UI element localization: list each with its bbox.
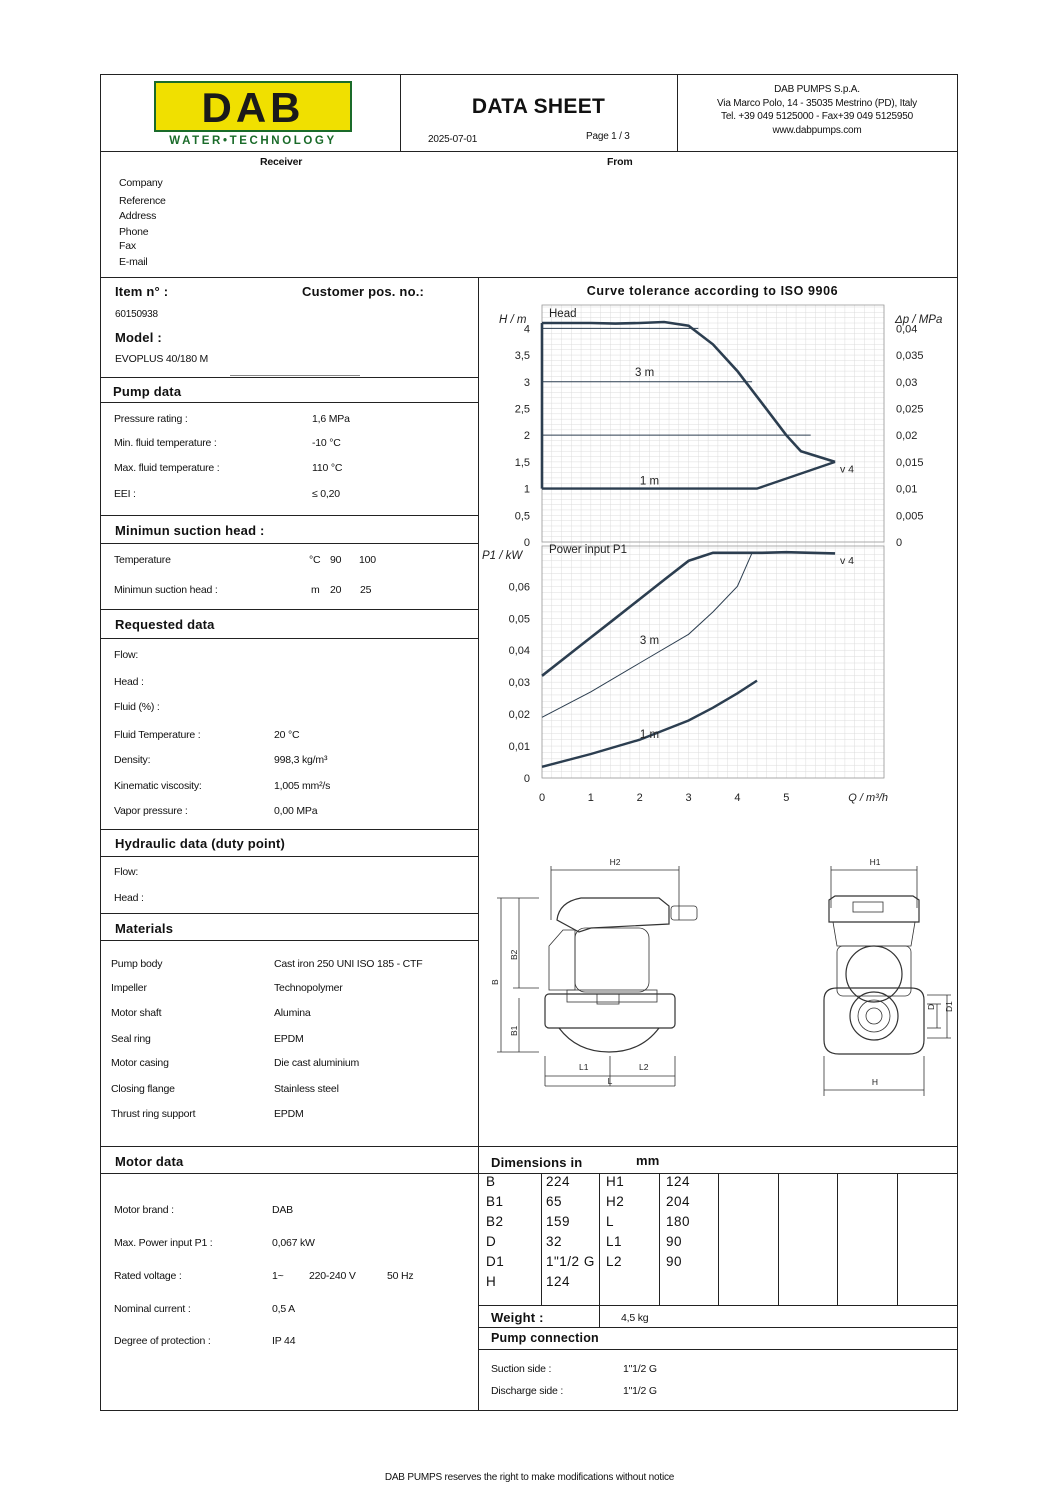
y2-tick-label: 0,005 — [896, 510, 924, 523]
hydraulic-flow: Flow: — [114, 866, 139, 878]
material-value: Stainless steel — [274, 1083, 339, 1095]
dim-label-h2: H2 — [609, 857, 621, 867]
power-panel-border — [542, 546, 884, 778]
footer-note: DAB PUMPS reserves the right to make modifications without notice — [384, 1472, 675, 1483]
frame-top — [100, 74, 958, 75]
pump-front-view — [824, 866, 951, 1096]
fax-field: Fax — [119, 240, 136, 252]
fluid-temp-label: Fluid Temperature : — [114, 729, 201, 741]
phone-field: Phone — [119, 226, 149, 238]
dim-value: 90 — [666, 1234, 683, 1249]
dim-key: L1 — [606, 1234, 623, 1249]
dim-label-h1: H1 — [869, 857, 881, 867]
materials-title: Materials — [115, 921, 174, 936]
dim-key: B1 — [486, 1194, 504, 1209]
motor-brand-value: DAB — [272, 1204, 293, 1216]
model-label: Model : — [115, 330, 162, 345]
min-temp-value: -10 °C — [312, 437, 341, 449]
y-tick-label: 0,06 — [508, 581, 530, 594]
dim-key: B — [486, 1174, 496, 1189]
y2-tick-label: 0,03 — [896, 376, 918, 389]
head-panel-border — [542, 305, 884, 542]
material-label: Pump body — [111, 958, 163, 970]
dim-value: 124 — [666, 1174, 691, 1189]
head-series-label: 1 m — [639, 475, 660, 488]
pressure-value: 1,6 MPa — [312, 413, 350, 425]
dim-value: 224 — [546, 1174, 571, 1189]
material-label: Closing flange — [111, 1083, 175, 1095]
y-tick-label: 2,5 — [514, 403, 530, 416]
receiver-label: Receiver — [260, 156, 303, 168]
divider — [100, 515, 478, 516]
vapor-label: Vapor pressure : — [114, 805, 188, 817]
col-line — [778, 1173, 779, 1305]
hydraulic-head: Head : — [114, 892, 144, 904]
min-temp-label: Min. fluid temperature : — [114, 437, 217, 449]
col-line — [837, 1173, 838, 1305]
dim-label-l2: L2 — [639, 1062, 649, 1072]
suction-title: Minimun suction head : — [115, 523, 265, 538]
y-tick-label: 0 — [523, 537, 530, 549]
discharge-side-value: 1"1/2 G — [623, 1385, 657, 1397]
dim-value: 1"1/2 G — [546, 1254, 595, 1269]
dim-label-d1: D1 — [944, 1001, 954, 1012]
divider — [100, 402, 478, 403]
divider — [100, 638, 478, 639]
connection-title: Pump connection — [491, 1331, 599, 1345]
y2-tick-label: 0,01 — [896, 483, 918, 496]
head-series-label: 3 m — [635, 366, 655, 379]
company-web[interactable]: www.dabpumps.com — [772, 124, 862, 136]
power-series-label: 1 m — [639, 729, 660, 742]
voltage-phase: 1~ — [272, 1270, 284, 1282]
discharge-side-label: Discharge side : — [491, 1385, 564, 1397]
dim-key: L — [606, 1214, 615, 1229]
voltage-label: Rated voltage : — [114, 1270, 182, 1282]
voltage-value: 220-240 V — [309, 1270, 356, 1282]
y2-tick-label: 0 — [896, 537, 903, 549]
y-tick-label: 0,05 — [508, 613, 530, 626]
dim-value: 90 — [666, 1254, 683, 1269]
dab-logo — [154, 81, 352, 147]
y2-tick-label: 0,02 — [896, 430, 918, 443]
voltage-frequency: 50 Hz — [387, 1270, 414, 1282]
y-tick-label: 0 — [523, 773, 530, 785]
dim-value: 32 — [546, 1234, 563, 1249]
date: 2025-07-01 — [428, 134, 478, 145]
requested-fluid: Fluid (%) : — [114, 701, 160, 713]
material-label: Thrust ring support — [111, 1108, 196, 1120]
chart-title: Curve tolerance according to ISO 9906 — [586, 284, 839, 298]
power-label: Max. Power input P1 : — [114, 1237, 213, 1249]
divider — [100, 609, 478, 610]
dim-label-h: H — [871, 1077, 879, 1087]
dim-key: H2 — [606, 1194, 625, 1209]
divider — [100, 151, 958, 152]
weight-value: 4,5 kg — [621, 1312, 649, 1324]
dim-key: B2 — [486, 1214, 504, 1229]
y2-axis-label: Δp / MPa — [895, 314, 943, 326]
divider — [100, 1173, 958, 1174]
y2-tick-label: 0,035 — [896, 350, 924, 363]
material-value: Die cast aluminium — [274, 1057, 360, 1069]
density-value: 998,3 kg/m³ — [274, 754, 328, 766]
frame-right — [957, 74, 958, 1411]
dim-value: 180 — [666, 1214, 691, 1229]
protection-label: Degree of protection : — [114, 1335, 211, 1347]
col-line — [718, 1173, 719, 1305]
frame-left — [100, 74, 101, 1411]
eei-value: ≤ 0,20 — [312, 488, 340, 500]
suction-temp-unit: °C — [309, 554, 321, 566]
item-number: 60150938 — [115, 309, 158, 320]
customer-pos-label: Customer pos. no.: — [302, 284, 425, 299]
page-number: Page 1 / 3 — [586, 131, 630, 142]
x-axis-label: Q / m³/h — [848, 792, 888, 804]
y-tick-label: 2 — [523, 430, 530, 443]
address-field: Address — [119, 210, 157, 222]
y-tick-label: 0,02 — [508, 709, 530, 722]
fluid-temp-value: 20 °C — [274, 729, 300, 741]
x-tick-label: 5 — [783, 792, 790, 804]
suction-temp-v1: 90 — [330, 554, 342, 566]
suction-head-label: Minimun suction head : — [114, 584, 218, 596]
dim-value: 159 — [546, 1214, 571, 1229]
material-label: Motor shaft — [111, 1007, 162, 1019]
col-line — [599, 1305, 600, 1327]
dim-label-d: D — [926, 1003, 936, 1010]
protection-value: IP 44 — [272, 1335, 296, 1347]
material-value: Alumina — [274, 1007, 311, 1019]
dim-key: D — [486, 1234, 497, 1249]
motor-title: Motor data — [115, 1154, 184, 1169]
y2-tick-label: 0,015 — [896, 456, 924, 469]
requested-head: Head : — [114, 676, 144, 688]
y-tick-label: 1 — [523, 483, 530, 496]
dim-label-b2: B2 — [509, 949, 519, 960]
dim-label-b1: B1 — [509, 1025, 519, 1036]
weight-label: Weight : — [491, 1310, 544, 1325]
underline — [230, 375, 360, 376]
y-tick-label: 0,04 — [508, 645, 530, 658]
y-tick-label: 4 — [523, 323, 530, 336]
divider — [100, 913, 478, 914]
dab-logo-icon — [154, 81, 352, 147]
col-line — [659, 1173, 660, 1305]
viscosity-label: Kinematic viscosity: — [114, 780, 202, 792]
y-axis-label: H / m — [499, 314, 527, 326]
company-field: Company — [119, 177, 163, 189]
dim-key: H1 — [606, 1174, 625, 1189]
y-tick-label: 0,5 — [514, 510, 530, 523]
frame-bottom — [100, 1410, 958, 1411]
item-label: Item n° : — [115, 284, 169, 299]
x-tick-label: 0 — [538, 792, 546, 804]
company-phone: Tel. +39 049 5125000 - Fax+39 049 5125950 — [721, 111, 913, 122]
vapor-value: 0,00 MPa — [274, 805, 318, 817]
current-label: Nominal current : — [114, 1303, 191, 1315]
col-line — [897, 1173, 898, 1305]
suction-side-label: Suction side : — [491, 1363, 552, 1375]
x-tick-label: 1 — [587, 792, 594, 804]
material-value: EPDM — [274, 1108, 304, 1120]
material-label: Motor casing — [111, 1057, 169, 1069]
dim-label-b: B — [490, 979, 500, 985]
divider — [100, 856, 478, 857]
dim-label-l: L — [607, 1076, 613, 1086]
divider — [478, 1349, 958, 1350]
company-info — [677, 83, 957, 137]
dimensions-unit: mm — [636, 1153, 660, 1168]
divider — [100, 829, 478, 830]
performance-chart — [479, 300, 957, 810]
suction-side-value: 1"1/2 G — [623, 1363, 657, 1375]
power-series-label: 3 m — [639, 634, 660, 647]
y-tick-label: 0,03 — [508, 677, 530, 690]
requested-flow: Flow: — [114, 649, 139, 661]
suction-head-unit: m — [311, 584, 320, 596]
divider — [478, 1327, 958, 1328]
material-label: Impeller — [111, 982, 147, 994]
power-series-label: v 4 — [840, 554, 855, 567]
current-value: 0,5 A — [272, 1303, 295, 1315]
requested-title: Requested data — [115, 617, 215, 632]
suction-head-v2: 25 — [360, 584, 372, 596]
y-axis-label-power: P1 / kW — [482, 550, 523, 562]
max-temp-label: Max. fluid temperature : — [114, 462, 220, 474]
dim-key: H — [486, 1274, 497, 1289]
x-tick-label: 3 — [685, 792, 692, 804]
y2-tick-label: 0,04 — [896, 323, 918, 336]
eei-label: EEI : — [114, 488, 136, 500]
head-series-label: v 4 — [840, 463, 855, 476]
pump-side-view — [497, 866, 697, 1086]
power-panel-label: Power input P1 — [549, 544, 627, 556]
y-tick-label: 1,5 — [514, 456, 530, 469]
dim-key: L2 — [606, 1254, 623, 1269]
viscosity-value: 1,005 mm²/s — [274, 780, 331, 792]
material-label: Seal ring — [111, 1033, 151, 1045]
company-address: Via Marco Polo, 14 - 35035 Mestrino (PD), Italy — [717, 97, 917, 109]
email-field: E-mail — [119, 256, 148, 268]
suction-temp-v2: 100 — [359, 554, 376, 566]
divider — [100, 1146, 958, 1147]
from-label: From — [607, 156, 633, 168]
material-value: Technopolymer — [274, 982, 343, 994]
page-title: DATA SHEET — [471, 95, 606, 118]
divider — [100, 543, 478, 544]
y-tick-label: 3 — [523, 376, 530, 389]
material-value: EPDM — [274, 1033, 304, 1045]
dim-key: D1 — [486, 1254, 505, 1269]
head-panel-label: Head — [549, 308, 577, 320]
dim-value: 65 — [546, 1194, 563, 1209]
material-value: Cast iron 250 UNI ISO 185 - CTF — [274, 958, 423, 970]
logo-subtext: WATER•TECHNOLOGY — [169, 135, 337, 147]
max-temp-value: 110 °C — [312, 462, 343, 474]
pressure-label: Pressure rating : — [114, 413, 188, 425]
divider — [478, 1305, 958, 1306]
power-value: 0,067 kW — [272, 1237, 315, 1249]
suction-temp-label: Temperature — [114, 554, 171, 566]
col-line — [599, 1173, 600, 1305]
dim-value: 204 — [666, 1194, 691, 1209]
pump-data-title: Pump data — [113, 384, 182, 399]
divider — [100, 377, 478, 378]
y-tick-label: 0,01 — [508, 741, 530, 754]
company-name: DAB PUMPS S.p.A. — [774, 84, 860, 95]
col-line — [541, 1173, 542, 1305]
pump-dimension-drawing — [479, 850, 957, 1100]
reference-field: Reference — [119, 195, 166, 207]
motor-brand-label: Motor brand : — [114, 1204, 174, 1216]
dim-label-l1: L1 — [579, 1062, 589, 1072]
model-value: EVOPLUS 40/180 M — [115, 353, 209, 365]
dimensions-title: Dimensions in — [491, 1155, 583, 1170]
density-label: Density: — [114, 754, 151, 766]
suction-head-v1: 20 — [330, 584, 342, 596]
x-tick-label: 2 — [636, 792, 643, 804]
dim-value: 124 — [546, 1274, 571, 1289]
hydraulic-title: Hydraulic data (duty point) — [115, 836, 286, 851]
y2-tick-label: 0,025 — [896, 403, 924, 416]
y-tick-label: 3,5 — [514, 350, 530, 363]
x-tick-label: 4 — [734, 792, 741, 804]
divider — [100, 277, 958, 278]
divider — [100, 940, 478, 941]
logo-text: DAB — [201, 84, 305, 131]
